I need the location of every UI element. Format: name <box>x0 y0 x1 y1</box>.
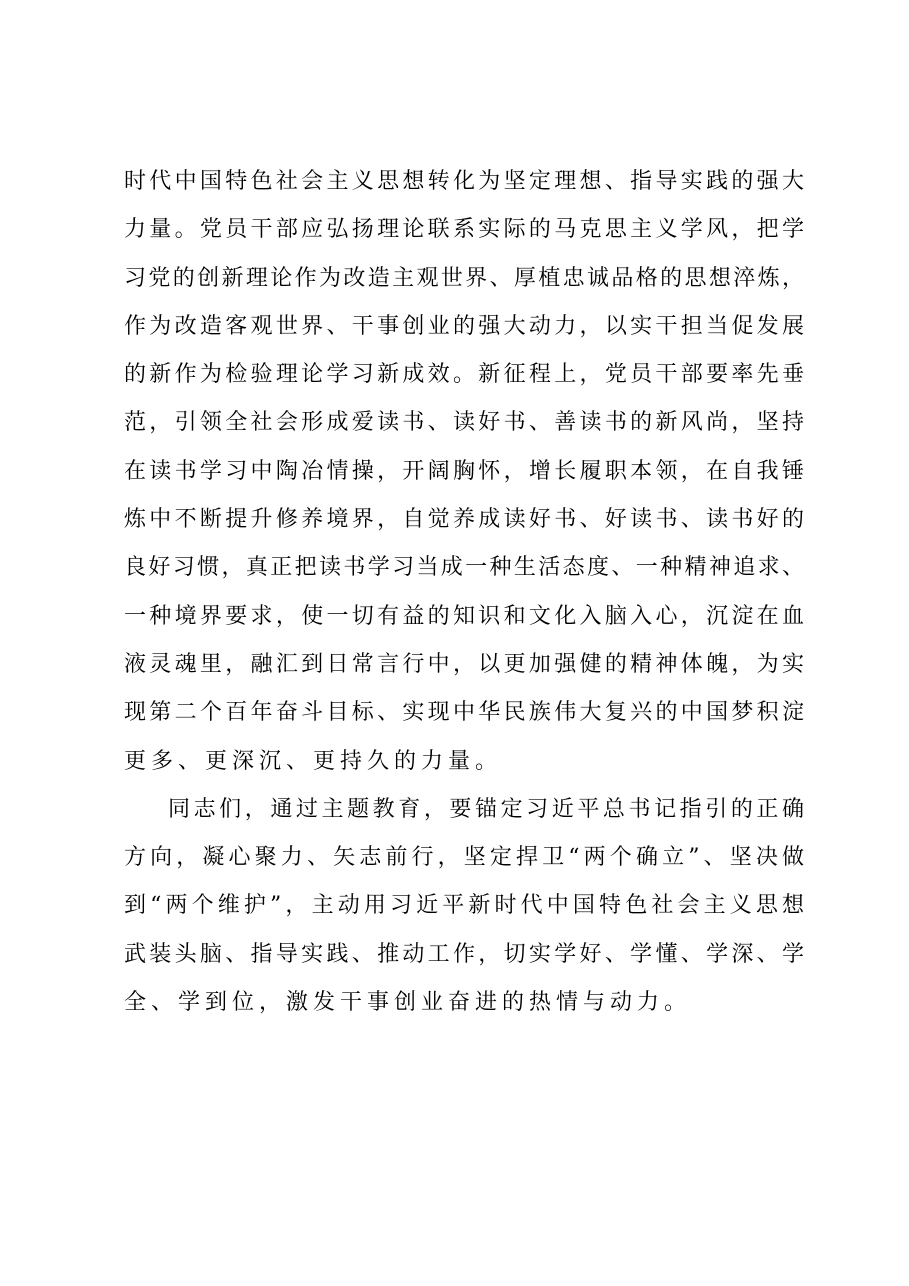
text-line: 液灵魂里，融汇到日常言行中，以更加强健的精神体魄，为实 <box>124 651 804 677</box>
text-line: 一种境界要求，使一切有益的知识和文化入脑入心，沉淀在血 <box>124 603 804 629</box>
text-line: 更多、更深沉、更持久的力量。 <box>124 748 503 774</box>
paragraph-first-line: 同志们，通过主题教育，要锚定习近平总书记指引的正确 <box>168 796 804 822</box>
text-line: 炼中不断提升修养境界，自觉养成读好书、好读书、读书好的 <box>124 507 804 533</box>
text-line: 习党的创新理论作为改造主观世界、厚植忠诚品格的思想淬炼， <box>124 265 804 291</box>
text-line: 在读书学习中陶冶情操，开阔胸怀，增长履职本领，在自我锤 <box>124 458 804 484</box>
text-line: 武装头脑、指导实践、推动工作，切实学好、学懂、学深、学 <box>124 941 804 967</box>
text-line: 时代中国特色社会主义思想转化为坚定理想、指导实践的强大 <box>124 169 804 194</box>
text-line: 良好习惯，真正把读书学习当成一种生活态度、一种精神追求、 <box>124 555 804 581</box>
text-line: 的新作为检验理论学习新成效。新征程上，党员干部要率先垂 <box>124 362 804 388</box>
text-line: 方向，凝心聚力、矢志前行，坚定捍卫“两个确立”、坚决做 <box>124 845 804 871</box>
text-line: 现第二个百年奋斗目标、实现中华民族伟大复兴的中国梦积淀 <box>124 700 804 726</box>
text-line: 到“两个维护”，主动用习近平新时代中国特色社会主义思想 <box>124 893 804 919</box>
text-line: 范，引领全社会形成爱读书、读好书、善读书的新风尚，坚持 <box>124 410 804 436</box>
text-line: 全、学到位，激发干事创业奋进的热情与动力。 <box>124 990 692 1016</box>
text-line: 力量。党员干部应弘扬理论联系实际的马克思主义学风，把学 <box>124 217 804 243</box>
text-line: 作为改造客观世界、干事创业的强大动力，以实干担当促发展 <box>124 313 804 339</box>
body-text <box>124 158 804 1027</box>
